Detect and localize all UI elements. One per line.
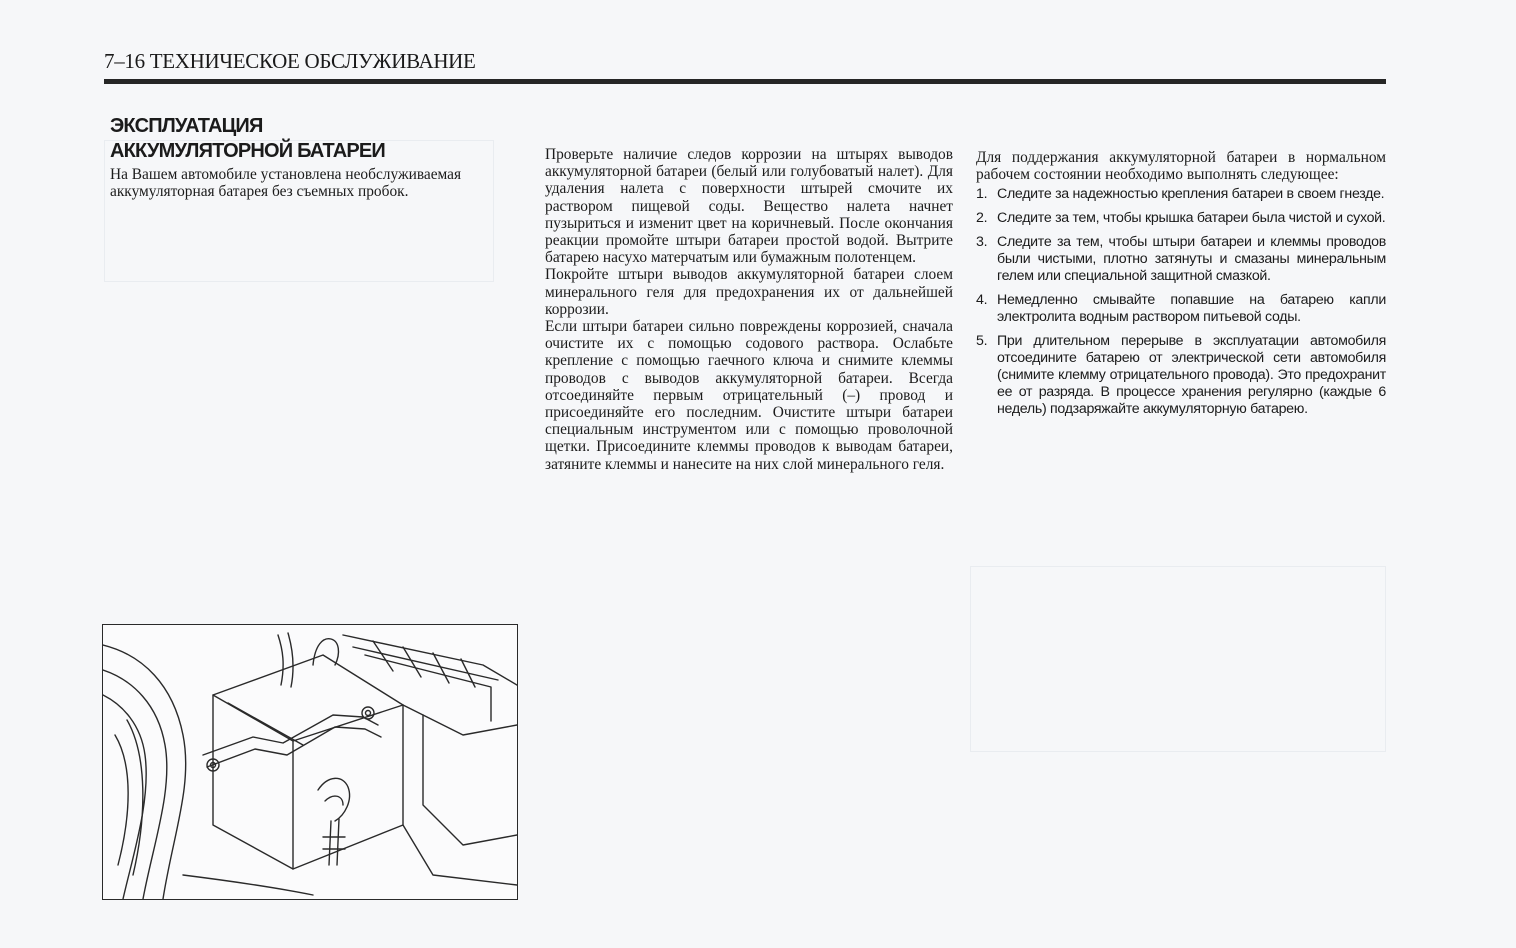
battery-illustration	[102, 624, 518, 900]
section-title-line1: ЭКСПЛУАТАЦИЯ	[110, 115, 263, 137]
header-rule	[104, 79, 1386, 84]
list-item	[976, 292, 1386, 326]
battery-line-drawing	[103, 625, 517, 899]
list-item-number: 3.	[976, 234, 988, 251]
maintenance-intro: Для поддержания аккумуляторной батареи в нормальном рабочем состоянии необходимо выполнять следующее:	[976, 149, 1386, 184]
list-item-text: Следите за надежностью крепления батареи в своем гнезде.	[997, 186, 1385, 203]
list-item-number: 5.	[976, 333, 988, 350]
left-column	[110, 114, 520, 200]
paragraph: Если штыри батареи сильно повреждены коррозией, сначала очистите их с помощью содового раствора. Ослабьте крепление с помощью гаечного ключа и снимите клеммы проводов с выводов аккумуляторной батареи. Всегда отсоединяйте первым отрицательный (–) провод и присоединяйте его последним. Очистите штыри батареи специальным инструментом или с помощью проволочной щетки. Присоедините клеммы проводов к выводам батареи, затяните клеммы и нанесите на них слой минерального геля.	[545, 318, 953, 473]
maintenance-list	[976, 186, 1386, 418]
list-item-text: Следите за тем, чтобы крышка батареи была чистой и сухой.	[997, 210, 1386, 227]
bleed-through-box	[970, 566, 1386, 752]
middle-column	[545, 146, 953, 473]
section-title-line2: АККУМУЛЯТОРНОЙ БАТАРЕИ	[110, 140, 386, 162]
list-item-text: Немедленно смывайте попавшие на батарею капли электролита водным раствором питьевой соды.	[997, 292, 1386, 326]
list-item-number: 4.	[976, 292, 988, 309]
list-item-text: Следите за тем, чтобы штыри батареи и клеммы проводов были чистыми, плотно затянуты и смазаны минеральным гелем или специальной защитной смазкой.	[997, 234, 1386, 285]
right-column	[976, 149, 1386, 425]
list-item	[976, 186, 1386, 203]
list-item-number: 1.	[976, 186, 988, 203]
paragraph: Покройте штыри выводов аккумуляторной батареи слоем минерального геля для предохранения их от дальнейшей коррозии.	[545, 266, 953, 318]
section-intro: На Вашем автомобиле установлена необслуживаемая аккумуляторная батарея без съемных пробок.	[110, 166, 462, 201]
list-item	[976, 210, 1386, 227]
page-header-title: 7–16 ТЕХНИЧЕСКОЕ ОБСЛУЖИВАНИЕ	[104, 49, 476, 73]
list-item	[976, 234, 1386, 285]
paragraph: Проверьте наличие следов коррозии на штырях выводов аккумуляторной батареи (белый или голубоватый налет). Для удаления налета с поверхности штырей смочите их раствором пищевой соды. Вещество налета начнет пузыриться и изменит цвет на коричневый. После окончания реакции промойте штыри батареи простой водой. Вытрите батарею насухо матерчатым или бумажным полотенцем.	[545, 146, 953, 267]
list-item	[976, 333, 1386, 418]
page-header	[104, 46, 1386, 90]
list-item-text: При длительном перерыве в эксплуатации автомобиля отсоедините батарею от электрической сети автомобиля (снимите клемму отрицательного провода). Это предохранит ее от разряда. В процессе хранения регулярно (каждые 6 недель) подзаряжайте аккумуляторную батарею.	[997, 333, 1386, 418]
section-title	[110, 114, 520, 164]
list-item-number: 2.	[976, 210, 988, 227]
